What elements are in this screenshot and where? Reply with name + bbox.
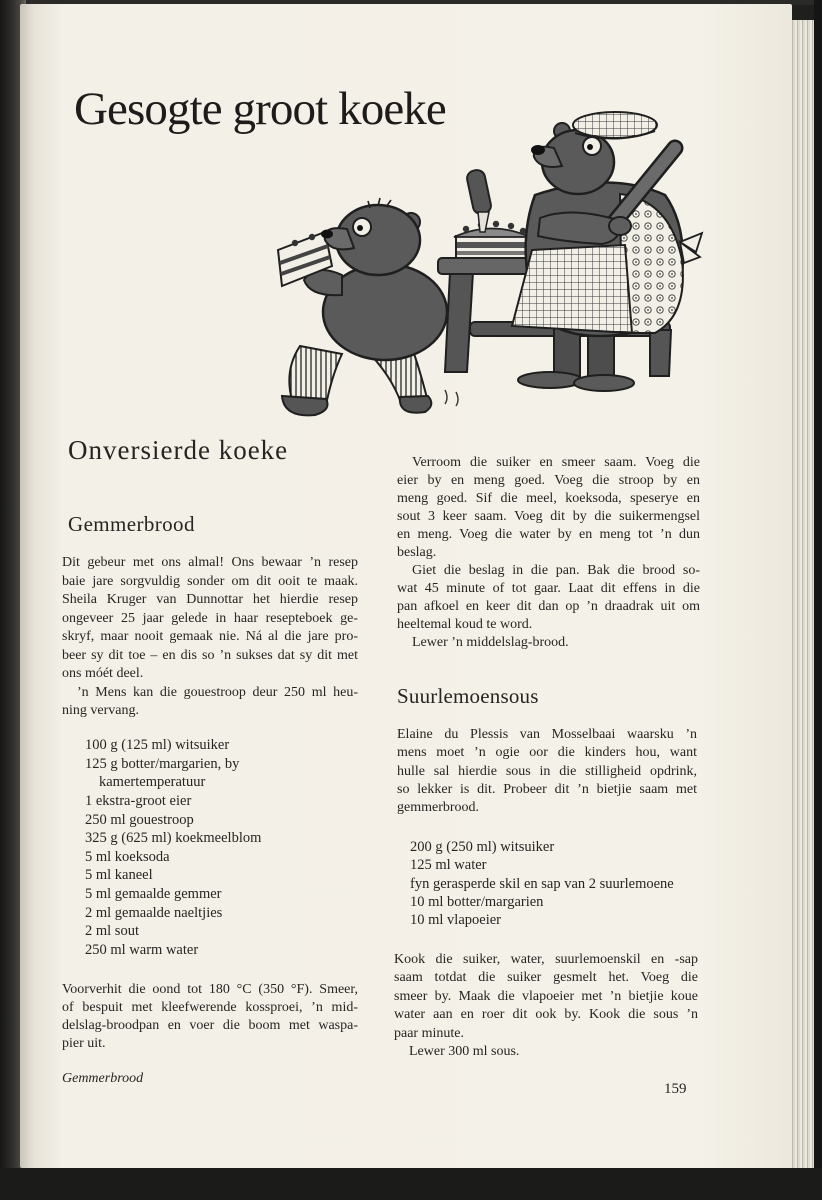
body-text-line: Sheila Kruger van Dunnottar het hierdie resep: [62, 592, 358, 607]
recipe-heading-suurlemoensous: Suurlemoensous: [397, 684, 539, 708]
page-number: 159: [664, 1081, 687, 1097]
recipe-heading-gemmerbrood: Gemmerbrood: [68, 512, 195, 536]
suurlemoensous-ingredients: [410, 838, 702, 929]
ingredient-item: 125 g botter/margarien, by: [85, 755, 240, 772]
body-text-line: baie jare sorgvuldig sonder om dit ooit te maak.: [62, 573, 358, 589]
body-text-line: smeer by. Maak die vlapoeier met ’n bietjie koue: [394, 988, 698, 1004]
recipe-yield: Lewer 300 ml sous.: [409, 1043, 520, 1059]
body-text-line: so lekker is dit. Probeer dit ’n bietjie saam met: [397, 781, 697, 797]
body-text-line: pier uit.: [62, 1036, 106, 1051]
gemmerbrood-intro: [62, 554, 358, 721]
gemmerbrood-preparation: [62, 981, 358, 1053]
ingredient-item: 10 ml vlapoeier: [410, 912, 502, 929]
layer-cake: [454, 221, 530, 258]
section-heading: Onversierde koeke: [68, 435, 289, 465]
ingredient-item: 1 ekstra-groot eier: [85, 792, 192, 809]
body-text-line: gemmerbrood.: [397, 800, 480, 816]
ingredient-item: 2 ml gemaalde naeltjies: [85, 904, 223, 921]
ingredient-item: 10 ml botter/margarien: [410, 893, 544, 910]
suurlemoensous-intro: [397, 726, 697, 817]
body-text-line: pan afkoel en keer dit dan op ’n draadrak uit om: [397, 599, 700, 614]
body-text-line: en meng. Voeg die water by en meng tot ’n dun: [397, 527, 700, 542]
ingredient-item: 5 ml koeksoda: [85, 848, 170, 865]
recipe-yield: Lewer ’n middelslag-brood.: [412, 635, 569, 650]
gemmerbrood-ingredients: [85, 736, 355, 960]
body-text-line: beer sy dit toe – en dis so ’n sukses dat sy dit met: [62, 647, 358, 663]
bears-baking-illustration: [270, 100, 715, 420]
ingredient-item: 100 g (125 ml) witsuiker: [85, 737, 230, 753]
suurlemoensous-method: [394, 951, 698, 1061]
ingredient-item: 5 ml kaneel: [85, 867, 153, 884]
gemmerbrood-method: [397, 454, 700, 652]
body-text-line: eier by en meng goed. Voeg die stroop by en: [397, 473, 700, 488]
baker-bear: [512, 112, 702, 391]
body-text-line: ongeveer 25 jaar gelede in haar resepteboek ge-: [62, 610, 358, 626]
walking-bear: [278, 198, 458, 415]
body-text-line: paar minute.: [394, 1025, 464, 1041]
body-text-line: Kook die suiker, water, suurlemoenskil en -sap: [394, 952, 698, 967]
ingredient-item: kamertemperatuur: [99, 774, 206, 791]
body-text-line: ning vervang.: [62, 703, 139, 718]
cake-knife: [466, 169, 493, 232]
body-text-line: ’n Mens kan die gouestroop deur 250 ml heu-: [77, 684, 358, 700]
ingredient-item: fyn gerasperde skil en sap van 2 suurlemoene: [410, 875, 674, 892]
ingredient-item: 250 ml gouestroop: [85, 811, 194, 828]
body-text-line: Elaine du Plessis van Mosselbaai waarsku ’n: [397, 727, 697, 742]
body-text-line: saam totdat die suiker gesmelt het. Voeg die: [394, 970, 698, 986]
body-text-line: of bespuit met kleefwerende kossproei, ’n mid-: [62, 1000, 358, 1015]
body-text-line: skryf, maar nooit gemaak nie. Ná al die jare pro-: [62, 629, 358, 644]
body-text-line: meng goed. Sif die meel, koeksoda, speserye en: [397, 491, 700, 506]
body-text-line: Dit gebeur met ons almal! Ons bewaar ’n resep: [62, 555, 358, 570]
body-text-line: heeltemal koud te word.: [397, 617, 533, 632]
ingredient-item: 200 g (250 ml) witsuiker: [410, 839, 555, 855]
body-text-line: sout 3 keer saam. Voeg dit by die suikermengsel: [397, 509, 700, 524]
body-text-line: water aan en roer dit ook by. Kook die sous ’n: [394, 1007, 698, 1023]
body-text-line: Verroom die suiker en smeer saam. Voeg die: [412, 455, 700, 470]
body-text-line: beslag.: [397, 545, 437, 560]
photo-caption: Gemmerbrood: [62, 1071, 144, 1086]
body-text-line: delslag-broodpan en voer die boom met waspa-: [62, 1018, 358, 1033]
ingredient-item: 325 g (625 ml) koekmeelblom: [85, 830, 262, 847]
body-text-line: wat 45 minute of tot gaar. Laat dit effens in die: [397, 581, 700, 596]
body-text-line: Voorverhit die oond tot 180 °C (350 °F). Smeer,: [62, 982, 358, 997]
ingredient-item: 250 ml warm water: [85, 942, 199, 959]
body-text-line: ons móét deel.: [62, 666, 144, 681]
ingredient-item: 5 ml gemaalde gemmer: [85, 886, 222, 903]
page-title: Gesogte groot koeke: [74, 83, 446, 135]
ingredient-item: 2 ml sout: [85, 923, 139, 940]
body-text-line: Giet die beslag in die pan. Bak die brood so-: [412, 563, 700, 578]
body-text-line: mens moet ’n ogie oor die kinders hou, want: [397, 745, 697, 761]
ingredient-item: 125 ml water: [410, 857, 487, 874]
body-text-line: hulle sal hierdie sous in die stilligheid opdrink,: [397, 763, 697, 779]
